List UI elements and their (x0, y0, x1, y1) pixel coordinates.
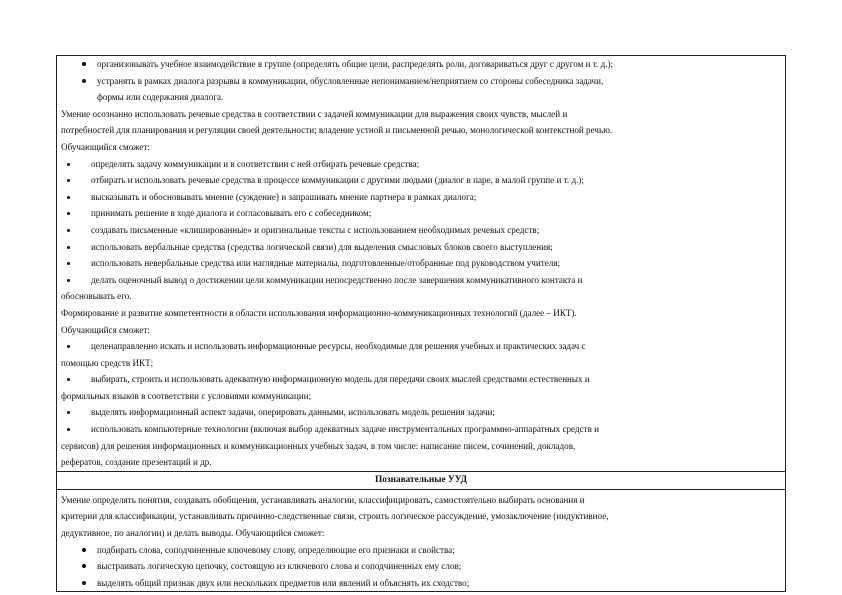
intro-line: Обучающийся сможет: (61, 324, 150, 335)
list-item: высказывать и обосновывать мнение (суждение) и запрашивать мнение партнера в рамках диалога; (61, 189, 781, 206)
list-item: подбирать слова, соподчиненные ключевому слову, определяющие его признаки и свойства; (61, 542, 781, 559)
paragraph-line: критерии для классификации, устанавливать причинно-следственные связи, строить логическое рассуждение, умозаключение (индуктивное, (61, 511, 609, 522)
list-item-continuation: формальных языков в соответствии с условиями коммуникации; (61, 390, 312, 401)
list-item: выстраивать логическую цепочку, состоящую из ключевого слова и соподчиненных ему слов; (61, 558, 781, 575)
bullet-icon (61, 73, 97, 90)
paragraph-line: дедуктивное, по аналогии) и делать выводы. Обучающийся сможет: (61, 528, 325, 539)
bullet-icon (61, 542, 97, 559)
list-item: принимать решение в ходе диалога и согласовывать его с собеседником; (61, 205, 781, 222)
bullet-icon (61, 172, 91, 189)
list-item: использовать невербальные средства или наглядные материалы, подготовленные/отобранные под руководством учителя; (61, 255, 781, 272)
list-item: делать оценочный вывод о достижении цели коммуникации непосредственно после завершения коммуникативного контакта и (61, 272, 781, 289)
list-item: создавать письменные «клишированные» и оригинальные тексты с использованием необходимых речевых средств; (61, 222, 781, 239)
bullet-icon (61, 56, 97, 73)
paragraph-line: Умение осознанно использовать речевые средства в соответствии с задачей коммуникации для выражения своих чувств, мыслей и (61, 108, 568, 119)
paragraph-line: Умение определять понятия, создавать обобщения, устанавливать аналогии, классифицировать, самостоятельно выбирать основания и (61, 494, 585, 505)
list-item-continuation: сервисов) для решения информационных и коммуникационных учебных задач, в том числе: написание писем, сочинений, докладов, (61, 440, 576, 451)
intro-line: Обучающийся сможет: (61, 141, 150, 152)
bullet-icon (61, 222, 91, 239)
communicative-row (57, 56, 786, 472)
bullet-icon (61, 404, 91, 421)
list-item-continuation: обосновывать его. (61, 291, 132, 302)
cognitive-cell (57, 489, 786, 592)
list-item: устранять в рамках диалога разрывы в коммуникации, обусловленные непониманием/неприятием со стороны собеседника задачи, (61, 73, 781, 90)
bullet-icon (61, 156, 91, 173)
list-item-continuation: рефератов, создание презентаций и др. (61, 457, 212, 468)
list-item: выделять информационный аспект задачи, оперировать данными, использовать модель решения задачи; (61, 404, 781, 421)
content-table (56, 55, 786, 592)
bullet-icon (61, 421, 91, 438)
bullet-icon (61, 239, 91, 256)
bullet-icon (61, 255, 91, 272)
list-item: использовать вербальные средства (средства логической связи) для выделения смысловых блоков своего выступления; (61, 239, 781, 256)
bullet-icon (61, 189, 91, 206)
bullet-icon (61, 371, 91, 388)
list-item: выделять общий признак двух или нескольких предметов или явлений и объяснять их сходство; (61, 575, 781, 592)
list-item-continuation: формы или содержания диалога. (97, 92, 224, 103)
paragraph-line: потребностей для планирования и регуляции своей деятельности; владение устной и письменной речью, монологической контекстной речью. (61, 125, 613, 136)
list-item: определять задачу коммуникации и в соответствии с ней отбирать речевые средства; (61, 156, 781, 173)
bullet-icon (61, 272, 91, 289)
section-header: Познавательные УУД (57, 471, 786, 489)
cognitive-row (57, 489, 786, 592)
list-item-continuation: помощью средств ИКТ; (61, 357, 154, 368)
header-row (57, 471, 786, 489)
paragraph-line: Формирование и развитие компетентности в области использования информационно-коммуникационных технологий (далее – ИКТ). (61, 307, 577, 318)
list-item: отбирать и использовать речевые средства в процессе коммуникации с другими людьми (диалог в паре, в малой группе и т. д.); (61, 172, 781, 189)
bullet-icon (61, 558, 97, 575)
communicative-cell (57, 56, 786, 472)
bullet-icon (61, 575, 97, 592)
list-item: выбирать, строить и использовать адекватную информационную модель для передачи своих мыслей средствами естественных и (61, 371, 781, 388)
bullet-icon (61, 205, 91, 222)
bullet-icon (61, 338, 91, 355)
list-item: целенаправленно искать и использовать информационные ресурсы, необходимые для решения учебных и практических задач с (61, 338, 781, 355)
document-page (56, 55, 786, 592)
list-item: использовать компьютерные технологии (включая выбор адекватных задаче инструментальных программно-аппаратных средств и (61, 421, 781, 438)
list-item: организовывать учебное взаимодействие в группе (определять общие цели, распределять роли, договариваться друг с другом и т. д.); (61, 56, 781, 73)
